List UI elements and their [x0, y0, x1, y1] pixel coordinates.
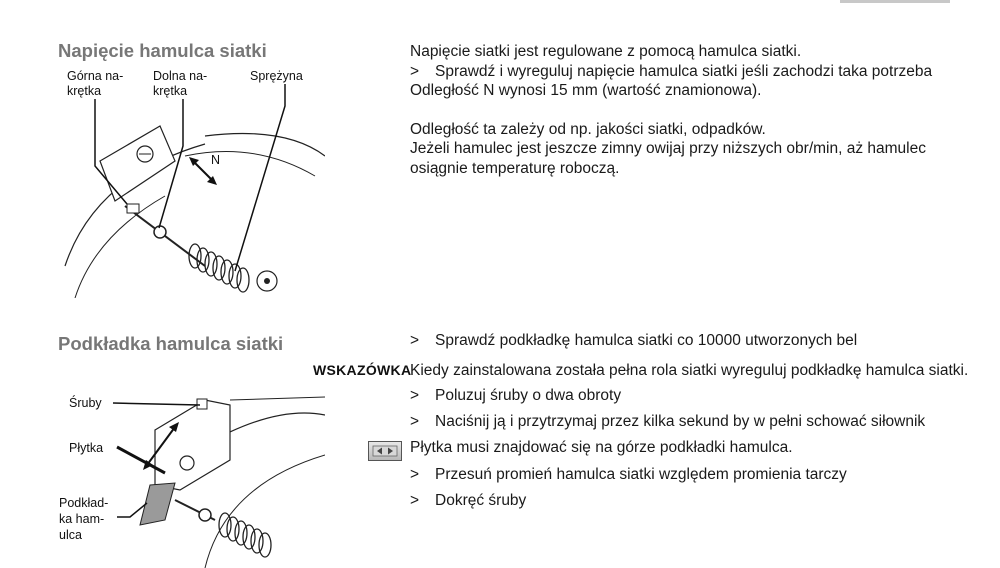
bullet-marker: > [410, 387, 420, 404]
bullet-marker: > [410, 332, 420, 349]
label-top-nut-1: Górna na- [67, 69, 124, 83]
section-heading-brake-pad: Podkładka hamulca siatki [58, 333, 284, 354]
paragraph: Płytka musi znajdować się na górze podkładki hamulca. [410, 439, 793, 456]
bullet-text: Przesuń promień hamulca siatki względem promienia tarczy [435, 465, 847, 483]
label-top-nut-2: krętka [67, 84, 102, 98]
label-bottom-nut-2: krętka [153, 84, 188, 98]
list-item [410, 62, 970, 82]
paragraph: Napięcie siatki jest regulowane z pomocą hamulca siatki. [410, 43, 802, 60]
label-pad-3: ulca [59, 528, 82, 542]
brake-tension-diagram [55, 66, 325, 298]
label-distance-n: N [211, 153, 221, 167]
list-item [410, 465, 970, 485]
bullet-text: Sprawdź i wyreguluj napięcie hamulca siatki jeśli zachodzi taka potrzeba [435, 62, 933, 80]
brake-pad-text [410, 331, 970, 511]
bullet-marker: > [410, 412, 420, 430]
label-pad-2: ka ham- [59, 512, 105, 526]
list-item [410, 412, 970, 432]
bullet-marker: > [410, 465, 420, 483]
header-rule [840, 0, 950, 3]
bullet-text: Poluzuj śruby o dwa obroty [435, 387, 622, 404]
label-pad-1: Podkład- [59, 496, 109, 510]
bullet-text: Dokręć śruby [435, 492, 527, 509]
label-bottom-nut-1: Dolna na- [153, 69, 208, 83]
paragraph: Odległość ta zależy od np. jakości siatki, odpadków. [410, 120, 766, 138]
bullet-text: Sprawdź podkładkę hamulca siatki co 10000 utworzonych bel [435, 332, 858, 349]
brake-tension-text [410, 42, 970, 178]
paragraph: Jeżeli hamulec jest jeszcze zimny owijaj przy niższych obr/min, aż hamulec osiągnie temperaturę roboczą. [410, 140, 926, 177]
label-screws: Śruby [69, 396, 102, 410]
paragraph: Odległość N wynosi 15 mm (wartość znamionowa). [410, 82, 762, 99]
hint-label: WSKAZÓWKA [313, 362, 412, 378]
label-spring: Sprężyna [250, 69, 303, 83]
bullet-marker: > [410, 62, 420, 80]
bullet-text: Naciśnij ją i przytrzymaj przez kilka sekund by w pełni schować siłownik [435, 412, 926, 430]
section-heading-brake-tension: Napięcie hamulca siatki [58, 40, 267, 61]
list-item [410, 331, 970, 351]
hint-text: Kiedy zainstalowana została pełna rola siatki wyreguluj podkładkę hamulca siatki. [410, 361, 969, 379]
list-item [410, 386, 970, 406]
brake-pad-diagram [55, 385, 325, 568]
label-plate: Płytka [69, 441, 104, 455]
list-item [410, 491, 970, 511]
control-key-icon [368, 441, 402, 461]
bullet-marker: > [410, 492, 420, 509]
